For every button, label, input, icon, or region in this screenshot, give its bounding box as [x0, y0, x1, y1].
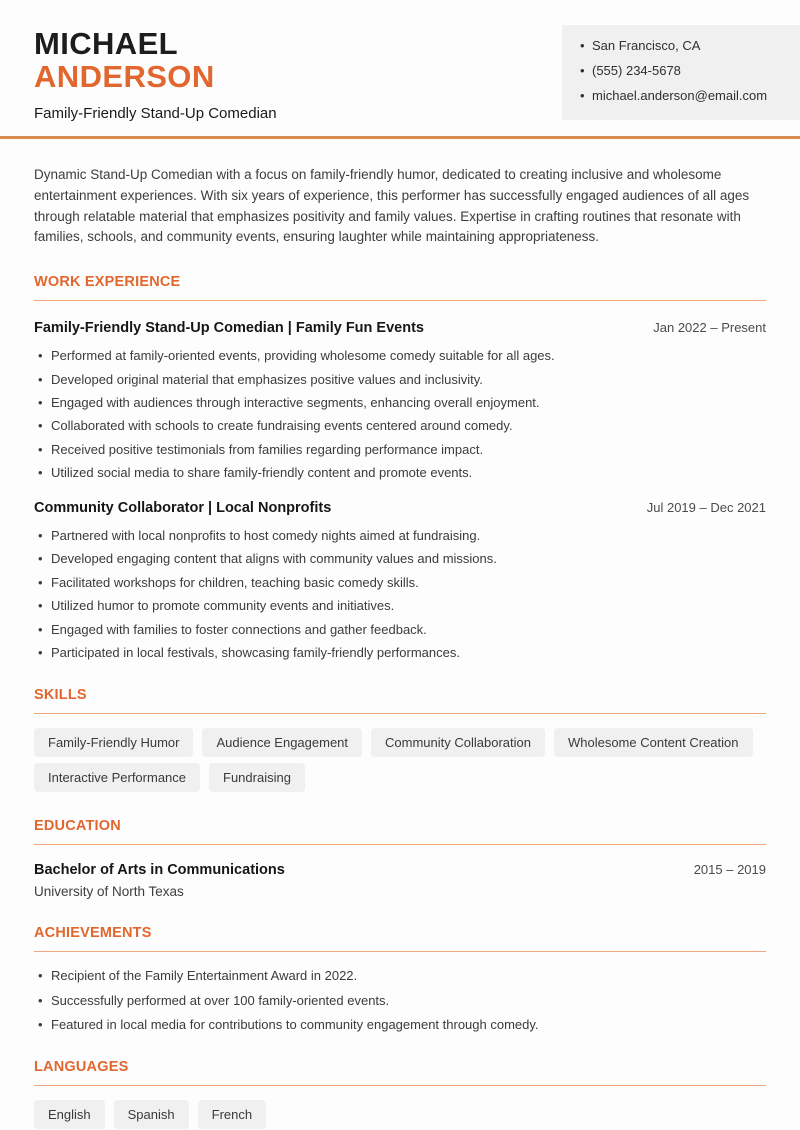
section-achievements [34, 925, 766, 1034]
job-header-row [34, 500, 766, 516]
education-entry [34, 862, 766, 899]
education-header-row [34, 862, 766, 878]
header-divider [0, 136, 800, 139]
resume-body [0, 165, 800, 1130]
job-bullet: • Developed original material that emphasizes positive values and inclusivity. [34, 372, 766, 388]
skill-chip: Interactive Performance [34, 763, 200, 792]
summary-text: Dynamic Stand-Up Comedian with a focus on family-friendly humor, dedicated to creating inclusive and wholesome entertainment experiences. With six years of experience, this performer has successfully engaged audiences of all ages through relatable material that emphasizes positivity and family values. Expertise in crafting routines that resonate with families, schools, and community events, ensuring laughter while maintaining appropriateness. [34, 166, 750, 245]
skill-chip: Family-Friendly Humor [34, 728, 193, 757]
achievements-heading: ACHIEVEMENTS [34, 925, 766, 952]
last-name: ANDERSON [34, 58, 215, 94]
job-bullet-list [34, 348, 766, 481]
first-name: MICHAEL [34, 26, 179, 61]
achievement-bullet: • Featured in local media for contributions to community engagement through comedy. [34, 1017, 766, 1033]
language-chip: English [34, 1100, 105, 1129]
job-dates: Jan 2022 – Present [653, 320, 766, 336]
section-skills [34, 687, 766, 792]
work-experience-heading: WORK EXPERIENCE [34, 274, 766, 301]
contact-item: • (555) 234-5678 [580, 64, 784, 79]
language-chip-list [34, 1100, 766, 1129]
skill-chip: Audience Engagement [202, 728, 362, 757]
job-dates: Jul 2019 – Dec 2021 [646, 500, 766, 516]
school-name: University of North Texas [34, 883, 184, 899]
skills-chip-list [34, 728, 766, 792]
languages-heading: LANGUAGES [34, 1059, 766, 1086]
job-bullet: • Received positive testimonials from families regarding performance impact. [34, 442, 766, 458]
language-chip: Spanish [114, 1100, 189, 1129]
section-work-experience [34, 274, 766, 660]
achievement-list [34, 968, 766, 1034]
professional-title: Family-Friendly Stand-Up Comedian [34, 104, 277, 122]
job-bullet: • Engaged with audiences through interactive segments, enhancing overall enjoyment. [34, 395, 766, 411]
job-bullet: • Participated in local festivals, showcasing family-friendly performances. [34, 645, 766, 661]
contact-item: • San Francisco, CA [580, 39, 784, 54]
skills-heading: SKILLS [34, 687, 766, 714]
achievement-bullet: • Successfully performed at over 100 family-oriented events. [34, 993, 766, 1009]
job-bullet: • Partnered with local nonprofits to host comedy nights aimed at fundraising. [34, 528, 766, 544]
job-bullet: • Utilized humor to promote community events and initiatives. [34, 598, 766, 614]
section-education [34, 818, 766, 899]
skill-chip: Fundraising [209, 763, 305, 792]
job-title: Community Collaborator | Local Nonprofits [34, 500, 332, 517]
degree-title: Bachelor of Arts in Communications [34, 861, 285, 878]
achievement-bullet: • Recipient of the Family Entertainment Award in 2022. [34, 968, 766, 984]
job-bullet: • Collaborated with schools to create fundraising events centered around comedy. [34, 418, 766, 434]
resume-header [0, 0, 800, 122]
job-header-row [34, 320, 766, 336]
contact-card [562, 25, 800, 120]
job-bullet: • Engaged with families to foster connections and gather feedback. [34, 622, 766, 638]
language-chip: French [198, 1100, 266, 1129]
education-heading: EDUCATION [34, 818, 766, 845]
job-title: Family-Friendly Stand-Up Comedian | Family Fun Events [34, 320, 424, 337]
job-bullet: • Utilized social media to share family-friendly content and promote events. [34, 465, 766, 481]
skill-chip: Community Collaboration [371, 728, 545, 757]
job-entry [34, 320, 766, 481]
job-bullet: • Facilitated workshops for children, teaching basic comedy skills. [34, 575, 766, 591]
education-dates: 2015 – 2019 [693, 861, 766, 877]
job-bullet: • Performed at family-oriented events, providing wholesome comedy suitable for all ages. [34, 348, 766, 364]
job-bullet: • Developed engaging content that aligns with community values and missions. [34, 551, 766, 567]
section-languages [34, 1059, 766, 1129]
job-entry [34, 500, 766, 661]
contact-list [580, 39, 784, 104]
job-bullet-list [34, 528, 766, 661]
skill-chip: Wholesome Content Creation [554, 728, 753, 757]
contact-item: • michael.anderson@email.com [580, 89, 784, 104]
